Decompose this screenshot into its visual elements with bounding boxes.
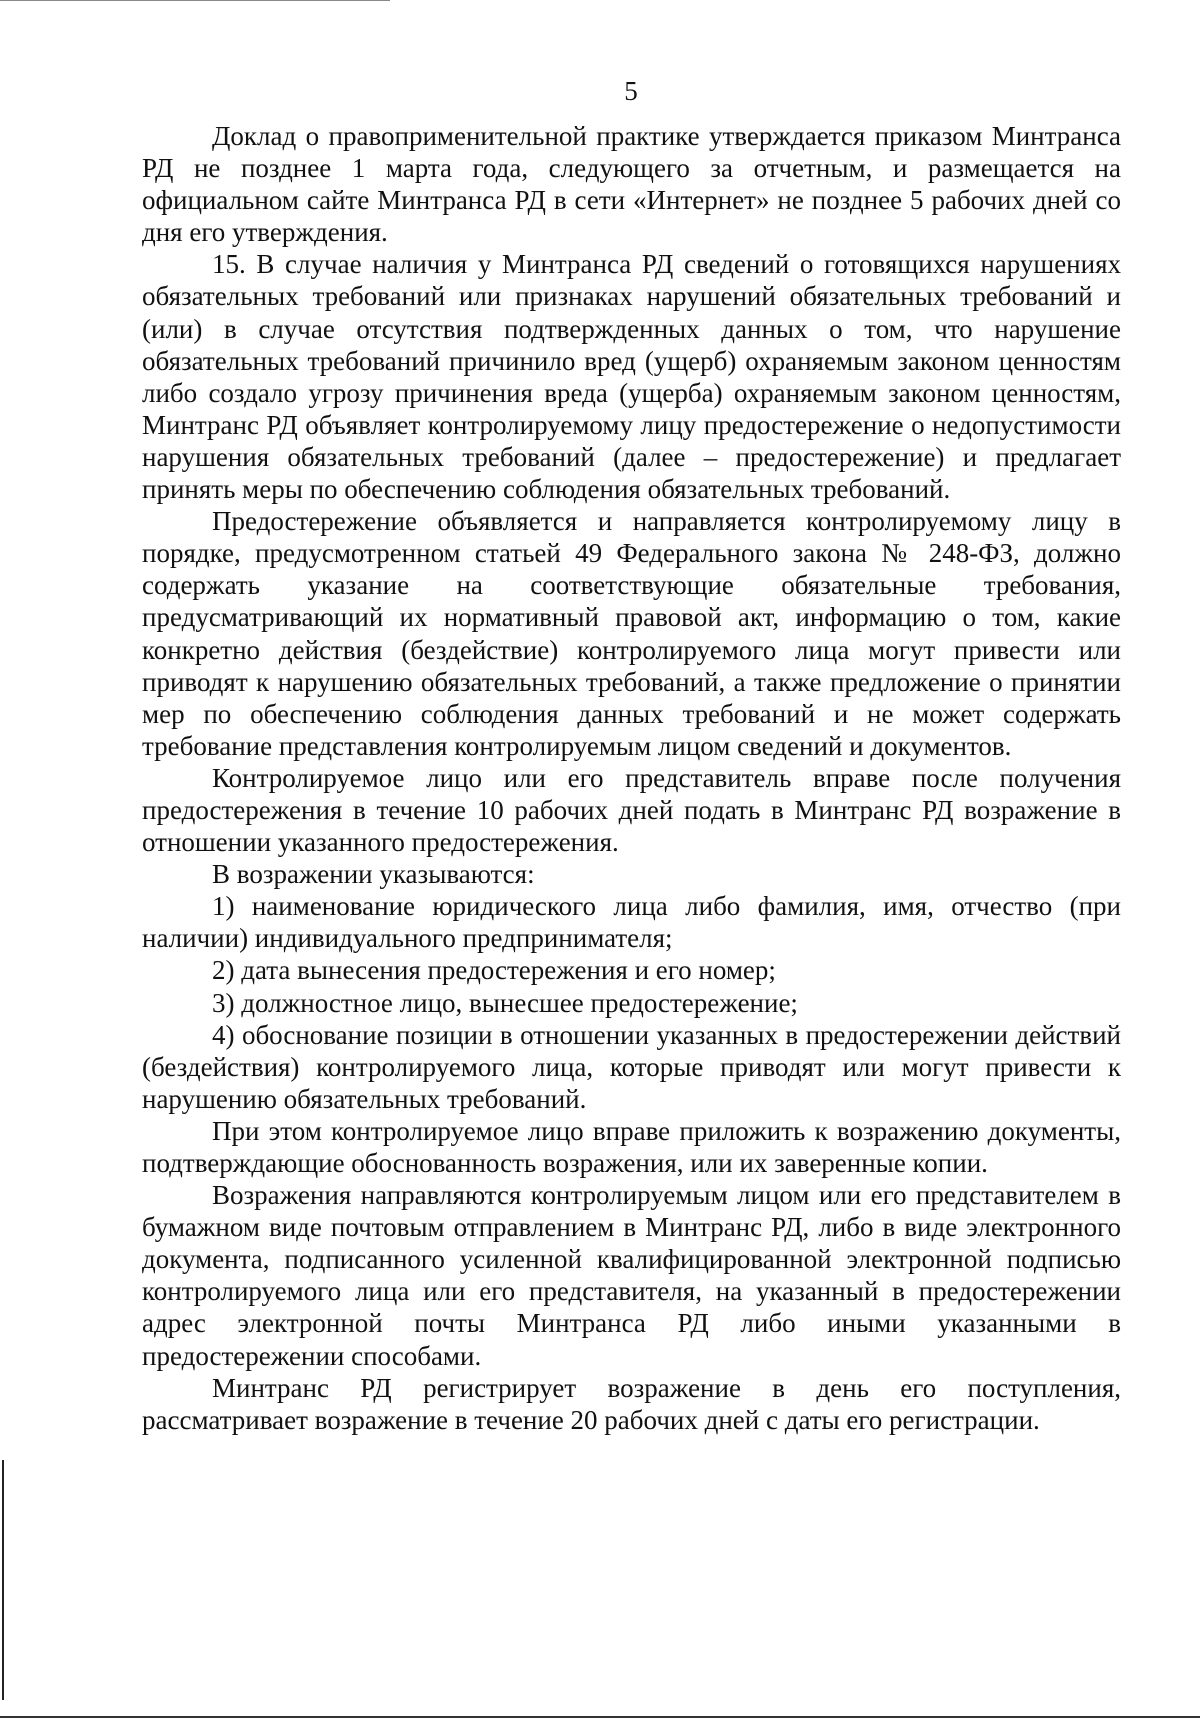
list-item-1: 1) наименование юридического лица либо фамилия, имя, отчество (при наличии) индивидуального предпринимателя; (142, 891, 1121, 954)
list-item-3: 3) должностное лицо, вынесшее предостережение; (212, 987, 798, 1018)
paragraph-objection-right: Контролируемое лицо или его представитель вправе после получения предостережения в течение 10 рабочих дней подать в Минтранс РД возражение в отношении указанного предостережения. (142, 762, 1121, 858)
paragraph-warning-procedure: Предостережение объявляется и направляется контролируемому лицу в порядке, предусмотренном статьей 49 Федерального закона № 248-ФЗ, должно содержать указание на соответствующие обязательные требования, предусматривающий их нормативный правовой акт, информацию о том, какие конкретно действия (бездействие) контролируемого лица могут привести или приводят к нарушению обязательных требований, а также предложение о принятии мер по обеспечению соблюдения данных требований и не может содержать требование представления контролируемым лицом сведений и документов. (142, 506, 1121, 761)
scan-edge-left (2, 1460, 4, 1700)
page-number: 5 (624, 76, 638, 106)
scan-edge-bottom (0, 1716, 1200, 1718)
list-item-4: 4) обоснование позиции в отношении указанных в предостережении действий (бездействия) контролируемого лица, которые приводят или могут привести к нарушению обязательных требований. (142, 1019, 1121, 1114)
paragraph-item-15: 15. В случае наличия у Минтранса РД сведений о готовящихся нарушениях обязательных требований или признаках нарушений обязательных требований и (или) в случае отсутствия подтвержденных данных о том, что нарушение обязательных требований причинило вред (ущерб) охраняемым законом ценностям либо создало угрозу причинения вреда (ущерба) охраняемым законом ценностям, Минтранс РД объявляет контролируемому лицу предостережение о недопустимости нарушения обязательных требований (далее – предостережение) и предлагает принять меры по обеспечению соблюдения обязательных требований. (142, 249, 1121, 505)
list-item-2: 2) дата вынесения предостережения и его номер; (212, 955, 776, 986)
paragraph-attachments: При этом контролируемое лицо вправе приложить к возражению документы, подтверждающие обоснованность возражения, или их заверенные копии. (142, 1115, 1121, 1178)
document-body (142, 120, 1121, 1436)
paragraph-objection-contents: В возражении указываются: (212, 859, 535, 890)
paragraph-objection-delivery: Возражения направляются контролируемым лицом или его представителем в бумажном виде почтовым отправлением в Минтранс РД, либо в виде электронного документа, подписанного усиленной квалифицированной электронной подписью контролируемого лица или его представителя, на указанный в предостережении адрес электронной почты Минтранса РД либо иными указанными в предостережении способами. (142, 1180, 1121, 1371)
scan-edge-top (0, 0, 390, 1)
paragraph-registration: Минтранс РД регистрирует возражение в день его поступления, рассматривает возражение в течение 20 рабочих дней с даты его регистрации. (142, 1372, 1121, 1435)
paragraph-report-approval: Доклад о правоприменительной практике утверждается приказом Минтранса РД не позднее 1 марта года, следующего за отчетным, и размещается на официальном сайте Минтранса РД в сети «Интернет» не позднее 5 рабочих дней со дня его утверждения. (142, 121, 1121, 248)
